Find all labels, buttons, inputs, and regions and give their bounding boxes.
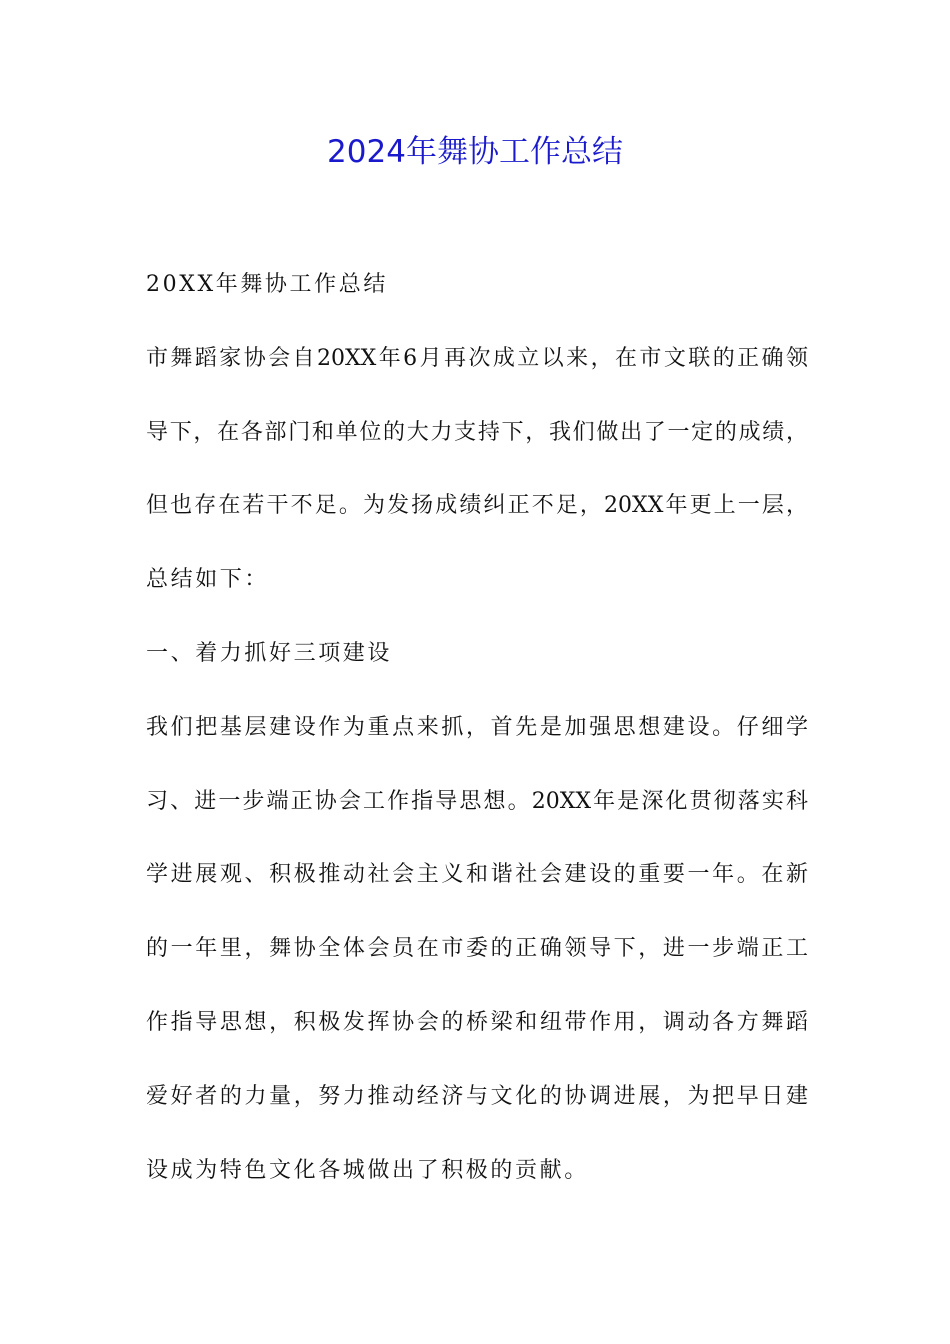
paragraph-line: 市舞蹈家协会自20XX年6月再次成立以来，在市文联的正确领 bbox=[146, 345, 808, 371]
paragraph-line: 但也存在若干不足。为发扬成绩纠正不足，20XX年更上一层， bbox=[146, 493, 808, 519]
paragraph-line: 总结如下： bbox=[146, 567, 270, 593]
paragraph-line: 导下，在各部门和单位的大力支持下，我们做出了一定的成绩， bbox=[146, 419, 808, 445]
paragraph-line: 作指导思想，积极发挥协会的桥梁和纽带作用，调动各方舞蹈 bbox=[146, 1009, 808, 1035]
paragraph-line: 设成为特色文化各城做出了积极的贡献。 bbox=[146, 1157, 589, 1183]
paragraph-line: 习、进一步端正协会工作指导思想。20XX年是深化贯彻落实科 bbox=[146, 788, 808, 814]
document-body bbox=[146, 262, 808, 1221]
paragraph-line: 爱好者的力量，努力推动经济与文化的协调进展，为把早日建 bbox=[146, 1083, 808, 1109]
heading-line: 20XX年舞协工作总结 bbox=[146, 272, 388, 297]
document-title: 2024年舞协工作总结 bbox=[327, 134, 623, 170]
paragraph-line: 我们把基层建设作为重点来抓，首先是加强思想建设。仔细学 bbox=[146, 714, 808, 740]
paragraph-line: 的一年里，舞协全体会员在市委的正确领导下，进一步端正工 bbox=[146, 936, 808, 962]
paragraph-line: 学进展观、积极推动社会主义和谐社会建设的重要一年。在新 bbox=[146, 862, 808, 888]
section-heading: 一、着力抓好三项建设 bbox=[146, 640, 393, 666]
